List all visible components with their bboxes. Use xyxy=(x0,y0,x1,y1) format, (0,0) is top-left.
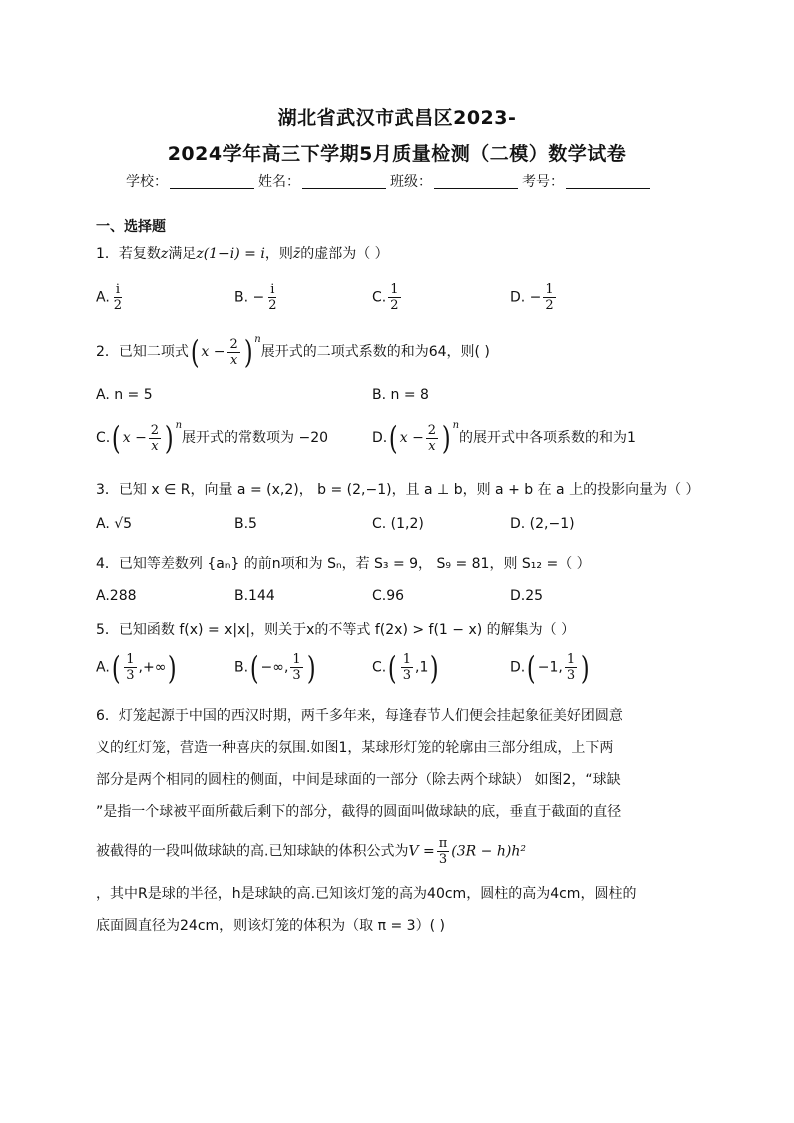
paren-right: ) xyxy=(164,419,174,457)
numerator: 1 xyxy=(545,282,554,297)
q2-text: 展开式的二项式系数的和为64，则( ) xyxy=(260,344,490,360)
option-label: A. xyxy=(96,289,110,306)
denominator: 3 xyxy=(292,668,301,683)
numerator: π xyxy=(438,836,448,851)
fraction xyxy=(543,282,555,313)
fraction xyxy=(112,282,124,313)
q5-option-d[interactable] xyxy=(510,648,592,687)
q5-option-a[interactable] xyxy=(96,648,179,687)
exam-title-line1: 湖北省武汉市武昌区2023- xyxy=(277,107,517,129)
numerator: i xyxy=(270,282,275,297)
denominator: 2 xyxy=(545,298,554,313)
denominator: x xyxy=(229,352,238,368)
fraction xyxy=(266,282,278,313)
section-heading: 一、选择题 xyxy=(96,219,166,235)
denominator: 2 xyxy=(390,298,399,313)
formula-v: V = xyxy=(408,843,435,860)
option-label: C. xyxy=(96,430,111,446)
denominator: x xyxy=(428,438,436,454)
q1-option-b[interactable] xyxy=(234,282,281,313)
numerator: 1 xyxy=(390,282,399,297)
q4-option-d[interactable]: D.25 xyxy=(510,588,544,604)
question-6-line5 xyxy=(96,836,696,867)
numerator: 1 xyxy=(292,652,301,667)
exponent: n xyxy=(254,334,261,345)
paren-right: ) xyxy=(168,648,178,687)
paren-right: ) xyxy=(430,648,439,687)
numerator: 2 xyxy=(229,336,238,352)
paren-left: ( xyxy=(111,648,121,687)
class-blank[interactable] xyxy=(434,174,518,189)
formula-tail: (3R − h)h² xyxy=(451,843,526,860)
q1-option-d[interactable] xyxy=(510,282,558,313)
q3-option-a[interactable]: A. √5 xyxy=(96,516,133,532)
q2-option-b[interactable]: B. n = 8 xyxy=(372,387,429,403)
numerator: 1 xyxy=(566,652,576,667)
q3-option-d[interactable]: D. (2,−1) xyxy=(510,516,575,532)
question-2-stem xyxy=(96,333,490,371)
q2-text: 2．已知二项式 xyxy=(96,344,189,360)
question-6-line2: 义的红灯笼，营造一种喜庆的氛围.如图1，某球形灯笼的轮廓由三部分组成，上下两 xyxy=(96,740,614,756)
q5-option-b[interactable] xyxy=(234,648,317,687)
q3-option-c[interactable]: C. (1,2) xyxy=(372,516,424,532)
denominator: 3 xyxy=(402,668,411,683)
interval-bound: ,1 xyxy=(415,659,429,676)
numerator: i xyxy=(115,282,120,297)
question-1-stem xyxy=(96,243,389,263)
denominator: x xyxy=(151,438,159,454)
paren-left: ( xyxy=(249,648,259,687)
exponent: n xyxy=(452,420,460,431)
question-6-line3: 部分是两个相同的圆柱的侧面，中间是球面的一部分（除去两个球缺） 如图2，“球缺 xyxy=(96,772,621,788)
question-5-stem: 5．已知函数 f(x) = x|x|，则关于x的不等式 f(2x) > f(1 − x) 的解集为（ ） xyxy=(96,622,576,638)
denominator: 3 xyxy=(126,668,135,683)
school-blank[interactable] xyxy=(170,174,254,189)
numerator: 2 xyxy=(427,422,437,438)
paren-right: ) xyxy=(580,648,590,687)
paren-left: ( xyxy=(112,419,121,457)
paren-left: ( xyxy=(388,648,397,687)
q6-text: 被截得的一段叫做球缺的高.已知球缺的体积公式为 xyxy=(96,843,409,860)
numerator: 2 xyxy=(150,422,160,438)
paren-right: ) xyxy=(441,419,451,457)
q1-var: z xyxy=(160,246,169,262)
option-label: C. xyxy=(372,289,387,306)
q1-text: 1．若复数 xyxy=(96,246,161,262)
q1-option-a[interactable] xyxy=(96,282,126,313)
numerator: 1 xyxy=(126,652,135,667)
fraction xyxy=(388,282,400,313)
q1-zbar: z̄ xyxy=(292,246,301,262)
paren-right: ) xyxy=(306,648,316,687)
q1-option-c[interactable] xyxy=(372,282,403,313)
fraction xyxy=(149,423,161,454)
paren-left: ( xyxy=(389,419,398,457)
denominator: 3 xyxy=(566,668,576,683)
fraction xyxy=(401,652,413,683)
interval-bound: −∞, xyxy=(260,659,289,676)
fraction xyxy=(124,652,136,683)
q1-text: ，则 xyxy=(264,246,293,262)
question-3-stem: 3．已知 x ∈ R，向量 a = (x,2)， b = (2,−1)，且 a ⊥ b，则 a + b 在 a 上的投影向量为（ ） xyxy=(96,482,700,498)
exponent: n xyxy=(175,420,183,431)
q4-option-b[interactable]: B.144 xyxy=(234,588,275,604)
paren-left: ( xyxy=(190,333,200,371)
q1-expr: z(1−i) = i xyxy=(196,246,265,262)
option-label: B. − xyxy=(234,289,265,306)
interval-bound: ,+∞ xyxy=(138,659,167,676)
q4-option-c[interactable]: C.96 xyxy=(372,588,405,604)
option-label: B. xyxy=(234,659,249,676)
q1-text: 的虚部为（ ） xyxy=(300,246,389,262)
student-info-row xyxy=(126,171,654,191)
denominator: 2 xyxy=(113,298,123,313)
q3-option-b[interactable]: B.5 xyxy=(234,516,257,532)
q1-text: 满足 xyxy=(168,246,197,262)
question-6-line6: ，其中R是球的半径，h是球缺的高.已知该灯笼的高为40cm，圆柱的高为4cm，圆柱的 xyxy=(96,886,637,902)
q2-x: x − xyxy=(201,344,226,360)
option-label: C. xyxy=(372,659,387,676)
option-label: D. xyxy=(372,430,388,446)
exam-no-blank[interactable] xyxy=(566,174,650,189)
q2-option-c[interactable] xyxy=(96,419,329,457)
school-label: 学校： xyxy=(126,174,168,190)
q5-option-c[interactable] xyxy=(372,648,441,687)
option-label: A. xyxy=(96,659,110,676)
exam-title-line2: 2024学年高三下学期5月质量检测（二模）数学试卷 xyxy=(167,143,627,165)
denominator: 3 xyxy=(438,852,448,867)
name-blank[interactable] xyxy=(302,174,386,189)
question-6-line1: 6．灯笼起源于中国的西汉时期，两千多年来，每逢春节人们便会挂起象征美好团圆意 xyxy=(96,708,623,724)
interval-bound: −1, xyxy=(537,659,563,676)
denominator: 2 xyxy=(268,298,277,313)
q2-option-d[interactable] xyxy=(372,419,636,457)
option-label: D. xyxy=(510,659,526,676)
numerator: 1 xyxy=(402,652,411,667)
option-text: 的展开式中各项系数的和为1 xyxy=(459,430,636,446)
q2-x: x − xyxy=(122,430,147,446)
fraction xyxy=(227,337,239,368)
option-label: D. − xyxy=(510,289,542,306)
question-6-line4: ”是指一个球被平面所截后剩下的部分，截得的圆面叫做球缺的底，垂直于截面的直径 xyxy=(96,804,622,820)
fraction xyxy=(426,423,438,454)
q2-option-a[interactable]: A. n = 5 xyxy=(96,387,153,403)
question-6-line7: 底面圆直径为24cm，则该灯笼的体积为（取 π = 3）( ) xyxy=(96,918,445,934)
q2-x: x − xyxy=(399,430,424,446)
exam-no-label: 考号： xyxy=(522,174,564,190)
question-4-stem: 4．已知等差数列 {aₙ} 的前n项和为 Sₙ，若 S₃ = 9， S₉ = 81，则 S₁₂ =（ ） xyxy=(96,556,591,572)
fraction xyxy=(565,652,577,683)
q4-option-a[interactable]: A.288 xyxy=(96,588,137,604)
fraction xyxy=(437,836,450,867)
paren-left: ( xyxy=(527,648,536,687)
paren-right: ) xyxy=(243,333,253,371)
name-label: 姓名： xyxy=(258,174,300,190)
option-text: 展开式的常数项为 −20 xyxy=(182,430,329,446)
class-label: 班级： xyxy=(390,174,432,190)
fraction xyxy=(290,652,302,683)
